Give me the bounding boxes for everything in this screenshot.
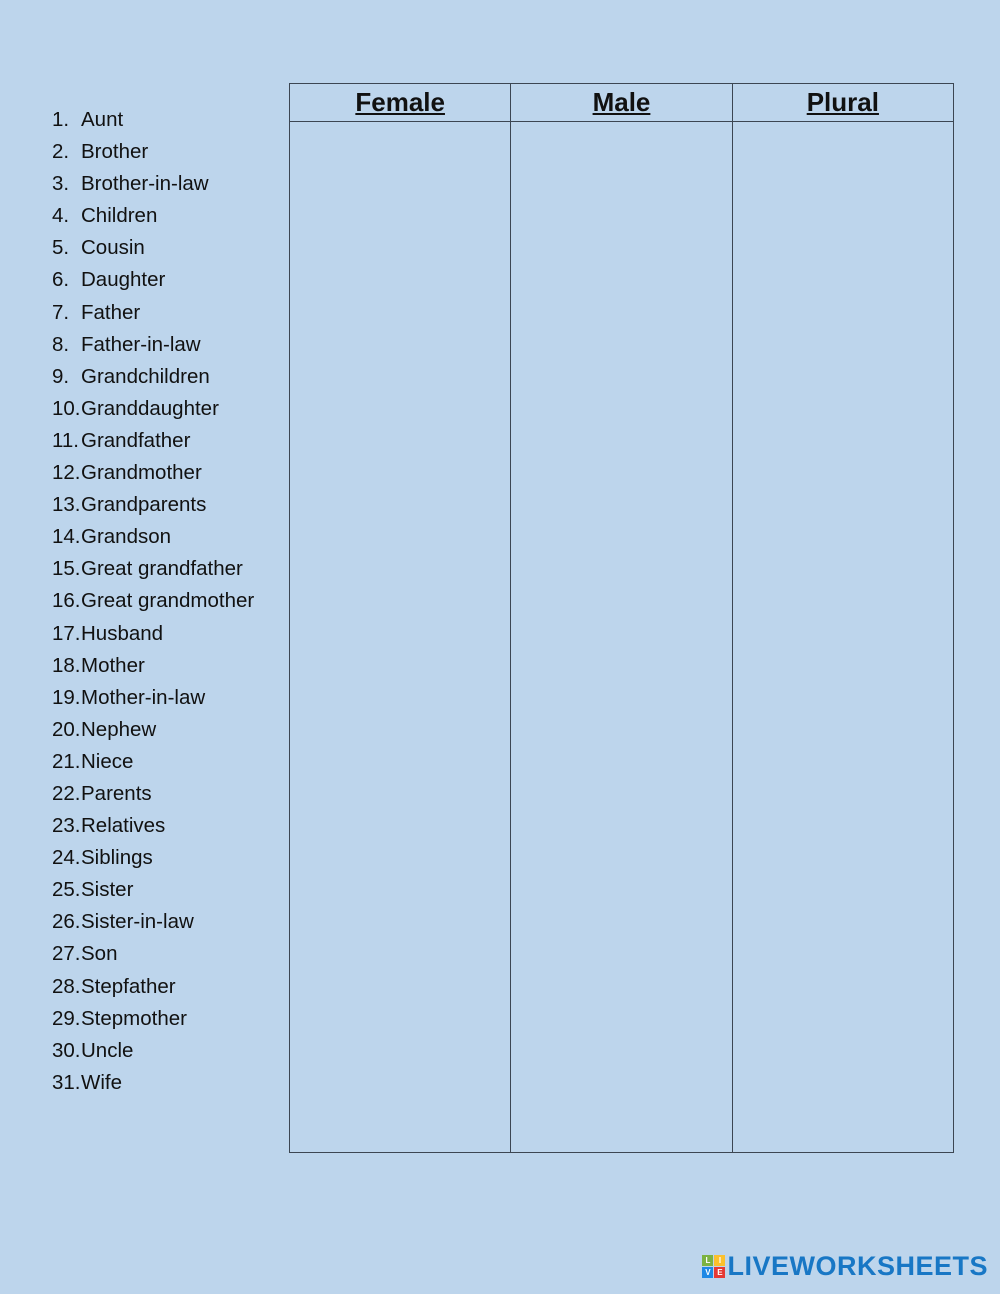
word-list-item [52,1035,254,1067]
word-number: 22. [52,781,81,805]
word-list-item [52,842,254,874]
word-number: 25. [52,878,81,902]
word-text[interactable]: Cousin [81,236,145,260]
word-list-item [52,168,254,200]
word-number: 19. [52,685,81,709]
word-text[interactable]: Grandparents [81,493,207,517]
word-text[interactable]: Grandmother [81,461,202,485]
sorting-table [289,83,954,1153]
word-text[interactable]: Mother [81,653,145,677]
liveworksheets-logo-icon [702,1255,725,1278]
word-list-item [52,810,254,842]
word-number: 5. [52,236,70,260]
word-number: 27. [52,942,81,966]
word-list-item [52,457,254,489]
word-number: 29. [52,1006,81,1030]
word-text[interactable]: Brother-in-law [81,172,209,196]
word-text[interactable]: Wife [81,1070,122,1094]
word-text[interactable]: Stepfather [81,974,176,998]
word-number: 9. [52,364,70,388]
word-list-item [52,361,254,393]
word-number: 3. [52,172,70,196]
word-number: 23. [52,814,81,838]
word-number: 26. [52,910,81,934]
column-header-plural: Plural [732,84,953,122]
word-number: 20. [52,717,81,741]
vocabulary-word-list [52,104,254,1099]
word-list-item [52,682,254,714]
word-number: 16. [52,589,81,613]
word-text[interactable]: Aunt [81,108,124,131]
word-text[interactable]: Niece [81,749,134,773]
word-number: 4. [52,204,70,228]
word-number: 15. [52,557,81,581]
word-list-item [52,938,254,970]
word-number: 6. [52,268,70,292]
word-text[interactable]: Great grandmother [81,589,255,613]
word-list-item [52,264,254,296]
word-list-item [52,874,254,906]
column-header-female: Female [290,84,511,122]
word-text[interactable]: Grandson [81,525,172,549]
word-list-item [52,521,254,553]
word-list-item [52,136,254,168]
word-text[interactable]: Uncle [81,1038,134,1062]
word-list-item [52,104,254,136]
word-number: 2. [52,140,70,164]
word-text[interactable]: Son [81,942,118,966]
word-text[interactable]: Daughter [81,268,166,292]
word-number: 1. [52,108,70,131]
word-list-item [52,489,254,521]
word-text[interactable]: Husband [81,621,164,645]
logo-letter-e: E [714,1267,725,1278]
word-text[interactable]: Father-in-law [81,332,201,356]
word-list-item [52,200,254,232]
word-text[interactable]: Grandfather [81,428,191,452]
word-text[interactable]: Mother-in-law [81,685,206,709]
word-number: 24. [52,846,81,870]
word-text[interactable]: Stepmother [81,1006,187,1030]
word-number: 21. [52,749,81,773]
male-drop-area[interactable] [511,122,732,1153]
word-list-item [52,650,254,682]
word-list-item [52,778,254,810]
word-text[interactable]: Grandchildren [81,364,210,388]
word-list-item [52,618,254,650]
word-list-item [52,553,254,585]
word-text[interactable]: Sister-in-law [81,910,194,934]
word-number: 30. [52,1038,81,1062]
liveworksheets-logo [702,1251,988,1282]
word-number: 12. [52,461,81,485]
word-text[interactable]: Father [81,300,141,324]
word-number: 10. [52,396,81,420]
word-number: 13. [52,493,81,517]
word-list-item [52,393,254,425]
word-number: 17. [52,621,81,645]
word-list-item [52,1003,254,1035]
word-number: 14. [52,525,81,549]
logo-letter-i: I [714,1255,725,1266]
word-text[interactable]: Children [81,204,158,228]
plural-drop-area[interactable] [732,122,953,1153]
female-drop-area[interactable] [290,122,511,1153]
word-text[interactable]: Great grandfather [81,557,243,581]
word-list-item [52,714,254,746]
word-number: 7. [52,300,70,324]
word-text[interactable]: Nephew [81,717,157,741]
word-list-item [52,329,254,361]
word-list-item [52,746,254,778]
word-list-item [52,1067,254,1099]
word-number: 18. [52,653,81,677]
word-list-item [52,971,254,1003]
word-number: 31. [52,1070,81,1094]
word-text[interactable]: Siblings [81,846,153,870]
word-text[interactable]: Parents [81,781,152,805]
word-number: 11. [52,428,79,452]
logo-letter-l: L [702,1255,713,1266]
column-header-male: Male [511,84,732,122]
logo-letter-v: V [702,1267,713,1278]
word-text[interactable]: Relatives [81,814,166,838]
word-list-item [52,906,254,938]
word-list-item [52,297,254,329]
word-text[interactable]: Granddaughter [81,396,219,420]
word-list-item [52,232,254,264]
word-list-item [52,425,254,457]
word-text[interactable]: Sister [81,878,134,902]
word-list-item [52,585,254,617]
word-text[interactable]: Brother [81,140,149,164]
word-number: 28. [52,974,81,998]
word-number: 8. [52,332,70,356]
logo-text: LIVEWORKSHEETS [727,1251,988,1281]
